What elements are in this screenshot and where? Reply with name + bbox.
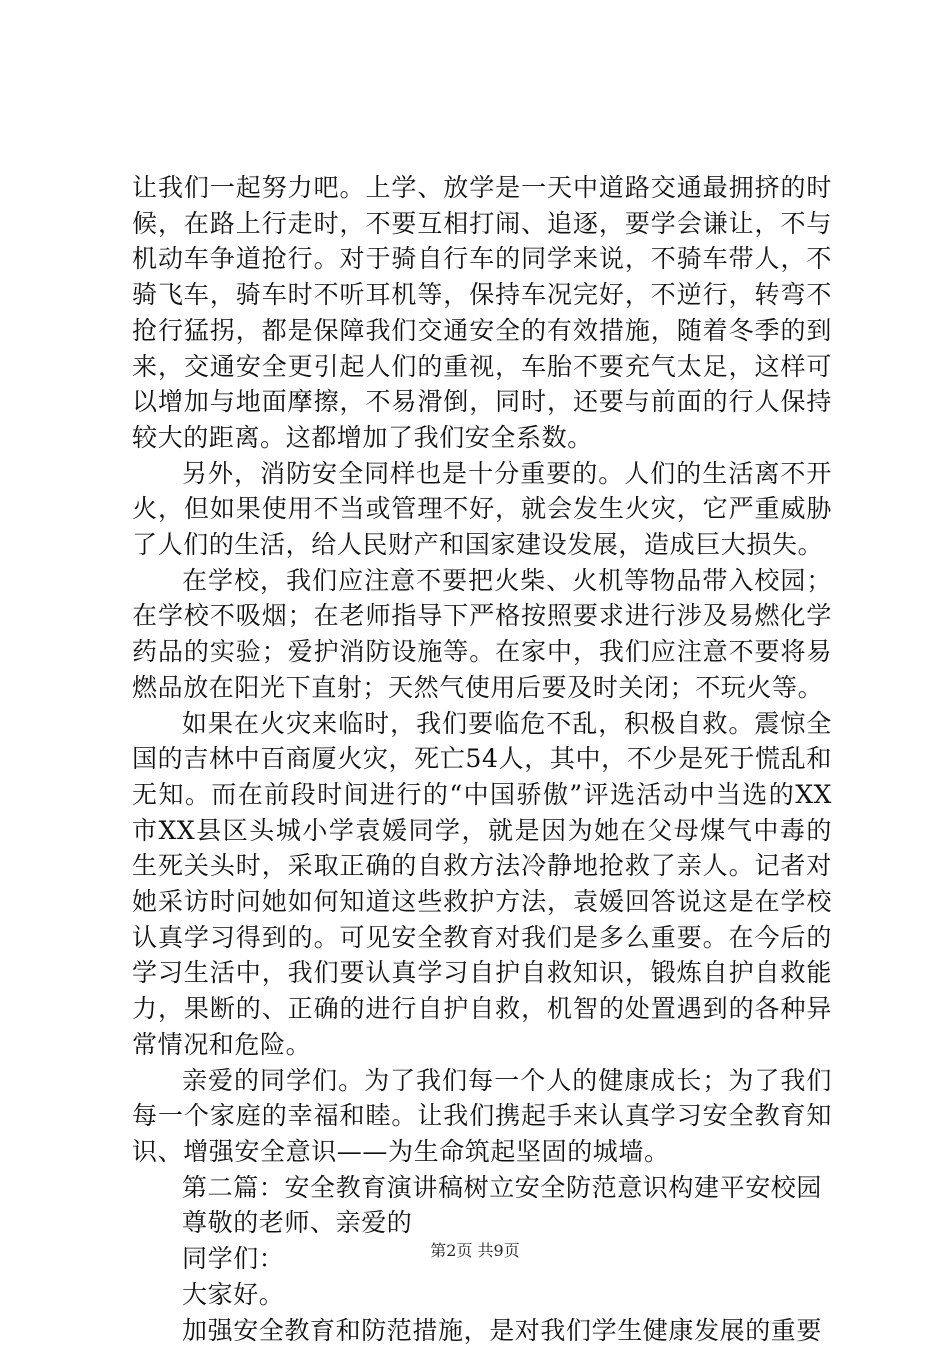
document-body xyxy=(132,170,832,1348)
salutation-teachers: 尊敬的老师、亲爱的 xyxy=(132,1205,832,1241)
paragraph-traffic-safety: 让我们一起努力吧。上学、放学是一天中道路交通最拥挤的时候，在路上行走时，不要互相打闹、追逐，要学会谦让，不与机动车争道抢行。对于骑自行车的同学来说，不骑车带人，不骑飞车，骑车时不听耳机等，保持车况完好，不逆行，转弯不抢行猛拐，都是保障我们交通安全的有效措施，随着冬季的到来，交通安全更引起人们的重视，车胎不要充气太足，这样可以增加与地面摩擦，不易滑倒，同时，还要与前面的行人保持较大的距离。这都增加了我们安全系数。 xyxy=(132,170,832,456)
paragraph-safety-education-start: 加强安全教育和防范措施，是对我们学生健康发展的重要 xyxy=(132,1313,832,1348)
salutation-students: 同学们： xyxy=(132,1241,832,1277)
paragraph-closing-call: 亲爱的同学们。为了我们每一个人的健康成长；为了我们每一个家庭的幸福和睦。让我们携起手来认真学习安全教育知识、增强安全意识——为生命筑起坚固的城墙。 xyxy=(132,1063,832,1170)
paragraph-fire-prevention: 在学校，我们应注意不要把火柴、火机等物品带入校园；在学校不吸烟；在老师指导下严格按照要求进行涉及易燃化学药品的实验；爱护消防设施等。在家中，我们应注意不要将易燃品放在阳光下直射；天然气使用后要及时关闭；不玩火等。 xyxy=(132,563,832,706)
greeting: 大家好。 xyxy=(132,1277,832,1313)
paragraph-self-rescue: 如果在火灾来临时，我们要临危不乱，积极自救。震惊全国的吉林中百商厦火灾，死亡54人，其中，不少是死于慌乱和无知。而在前段时间进行的“中国骄傲”评选活动中当选的XX市XX县区头城小学袁媛同学，就是因为她在父母煤气中毒的生死关头时，采取正确的自救方法冷静地抢救了亲人。记者对她采访时问她如何知道这些救护方法，袁媛回答说这是在学校认真学习得到的。可见安全教育对我们是多么重要。在今后的学习生活中，我们要认真学习自护自救知识，锻炼自护自救能力，果断的、正确的进行自护自救，机智的处置遇到的各种异常情况和危险。 xyxy=(132,706,832,1063)
section-heading-part-two: 第二篇：安全教育演讲稿树立安全防范意识构建平安校园 xyxy=(132,1170,832,1206)
paragraph-fire-safety-intro: 另外，消防安全同样也是十分重要的。人们的生活离不开火，但如果使用不当或管理不好，就会发生火灾，它严重威胁了人们的生活，给人民财产和国家建设发展，造成巨大损失。 xyxy=(132,456,832,563)
page-number-footer: 第2页 共9页 xyxy=(0,1240,950,1262)
